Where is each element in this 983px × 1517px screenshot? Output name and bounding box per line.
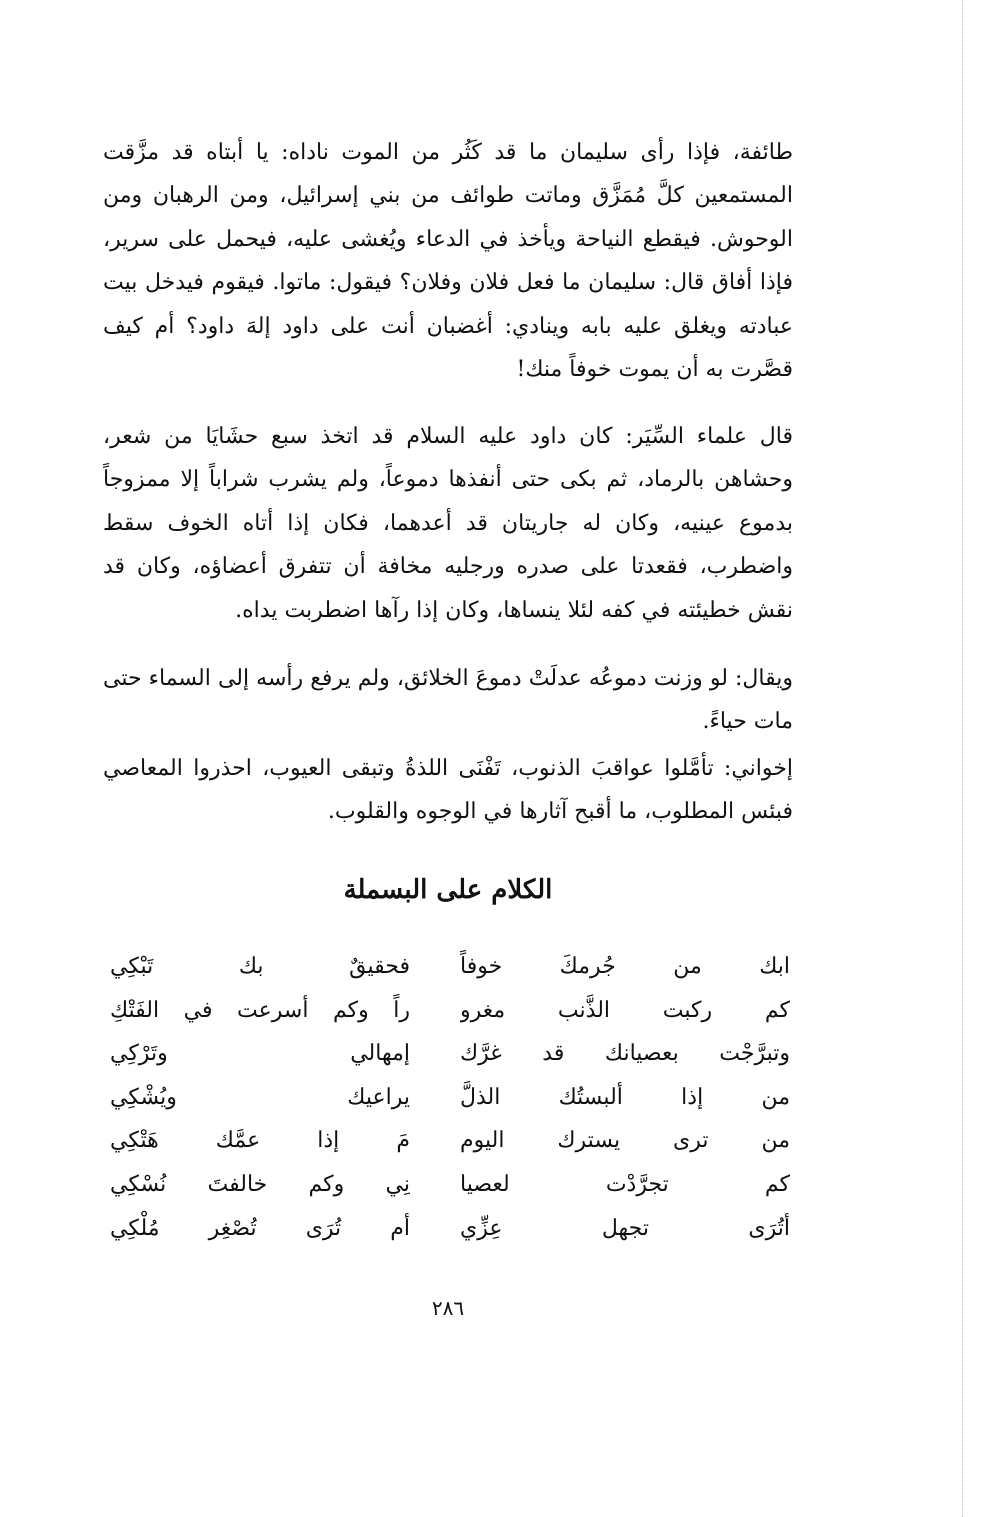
poem (110, 945, 790, 1250)
verse-second-hemistich: راً وكم أسرعت في الفَتْكِ (110, 997, 410, 1023)
poem-verse (110, 1163, 790, 1207)
poem-verse (110, 945, 790, 989)
verse-first-hemistich: من إذا ألبستُك الذلَّ (460, 1084, 790, 1110)
verse-first-hemistich: وتبرَّجْت بعصيانك قد غرَّك (460, 1041, 790, 1067)
poem-verse (110, 1207, 790, 1251)
paragraph-3: ويقال: لو وزنت دموعُه عدلَتْ دموعَ الخلائق، ولم يرفع رأسه إلى السماء حتى مات حياءً. (103, 666, 793, 735)
verse-first-hemistich: كم ركبت الذَّنب مغرو (460, 997, 790, 1023)
paragraph-1: طائفة، فإذا رأى سليمان ما قد كَثُر من الموت ناداه: يا أبتاه قد مزَّقت المستمعين كلَّ مُمَزَّق وماتت طوائف من بني إسرائيل، ومن الرهبان ومن الوحوش. فيقطع النياحة ويأخذ في الدعاء ويُغشى عليه، فيحمل على سرير، فإذا أفاق قال: سليمان ما فعل فلان وفلان؟ فيقول: ماتوا. فيقوم فيدخل بيت عبادته ويغلق عليه بابه وينادي: أغضبان أنت على داود إلهَ داود؟ أم كيف قصَّرت به أن يموت خوفاً منك! (103, 140, 793, 383)
verse-second-hemistich: إمهالي وتَرْكِي (110, 1041, 410, 1067)
page-number: ٢٨٦ (431, 1296, 465, 1320)
poem-verse (110, 1032, 790, 1076)
paragraph-4: إخواني: تأمَّلوا عواقبَ الذنوب، تَفْنَى اللذةُ وتبقى العيوب، احذروا المعاصي فبئس المطلوب، ما أقبح آثارها في الوجوه والقلوب. (103, 756, 793, 825)
verse-second-hemistich: فحقيقٌ بك تَبْكِي (110, 954, 410, 979)
verse-first-hemistich: من ترى يسترك اليوم (460, 1128, 790, 1154)
verse-first-hemistich: أتُرَى تجهل عِزِّي (460, 1215, 790, 1241)
paragraph-2: قال علماء السِّيَر: كان داود عليه السلام قد اتخذ سبع حشَايَا من شعر، وحشاهن بالرماد، ثم بكى حتى أنفذها دموعاً، ولم يشرب شراباً إلا ممزوجاً بدموع عينيه، وكان له جاريتان قد أعدهما، فكان إذا أتاه الخوف سقط واضطرب، فقعدتا على صدره ورجليه مخافة أن تتفرق أعضاؤه، وكان قد نقش خطيئته في كفه لئلا ينساها، وكان إذا رآها اضطربت يداه. (103, 424, 793, 623)
verse-second-hemistich: نِي وكم خالفتَ نُسْكِي (110, 1171, 410, 1197)
poem-verse (110, 1076, 790, 1120)
verse-second-hemistich: أم تُرَى تُصْغِر مُلْكِي (110, 1215, 410, 1241)
poem-verse (110, 989, 790, 1033)
section-heading: الكلام على البسملة (343, 875, 553, 905)
verse-first-hemistich: كم تجرَّدْت لعصيا (460, 1171, 790, 1197)
poem-verse (110, 1119, 790, 1163)
verse-first-hemistich: ابك من جُرمكَ خوفاً (460, 954, 790, 979)
scan-edge-line (962, 0, 963, 1517)
verse-second-hemistich: يراعيك ويُشْكِي (110, 1084, 410, 1110)
verse-second-hemistich: مَ إذا عمَّك هَتْكِي (110, 1128, 410, 1154)
